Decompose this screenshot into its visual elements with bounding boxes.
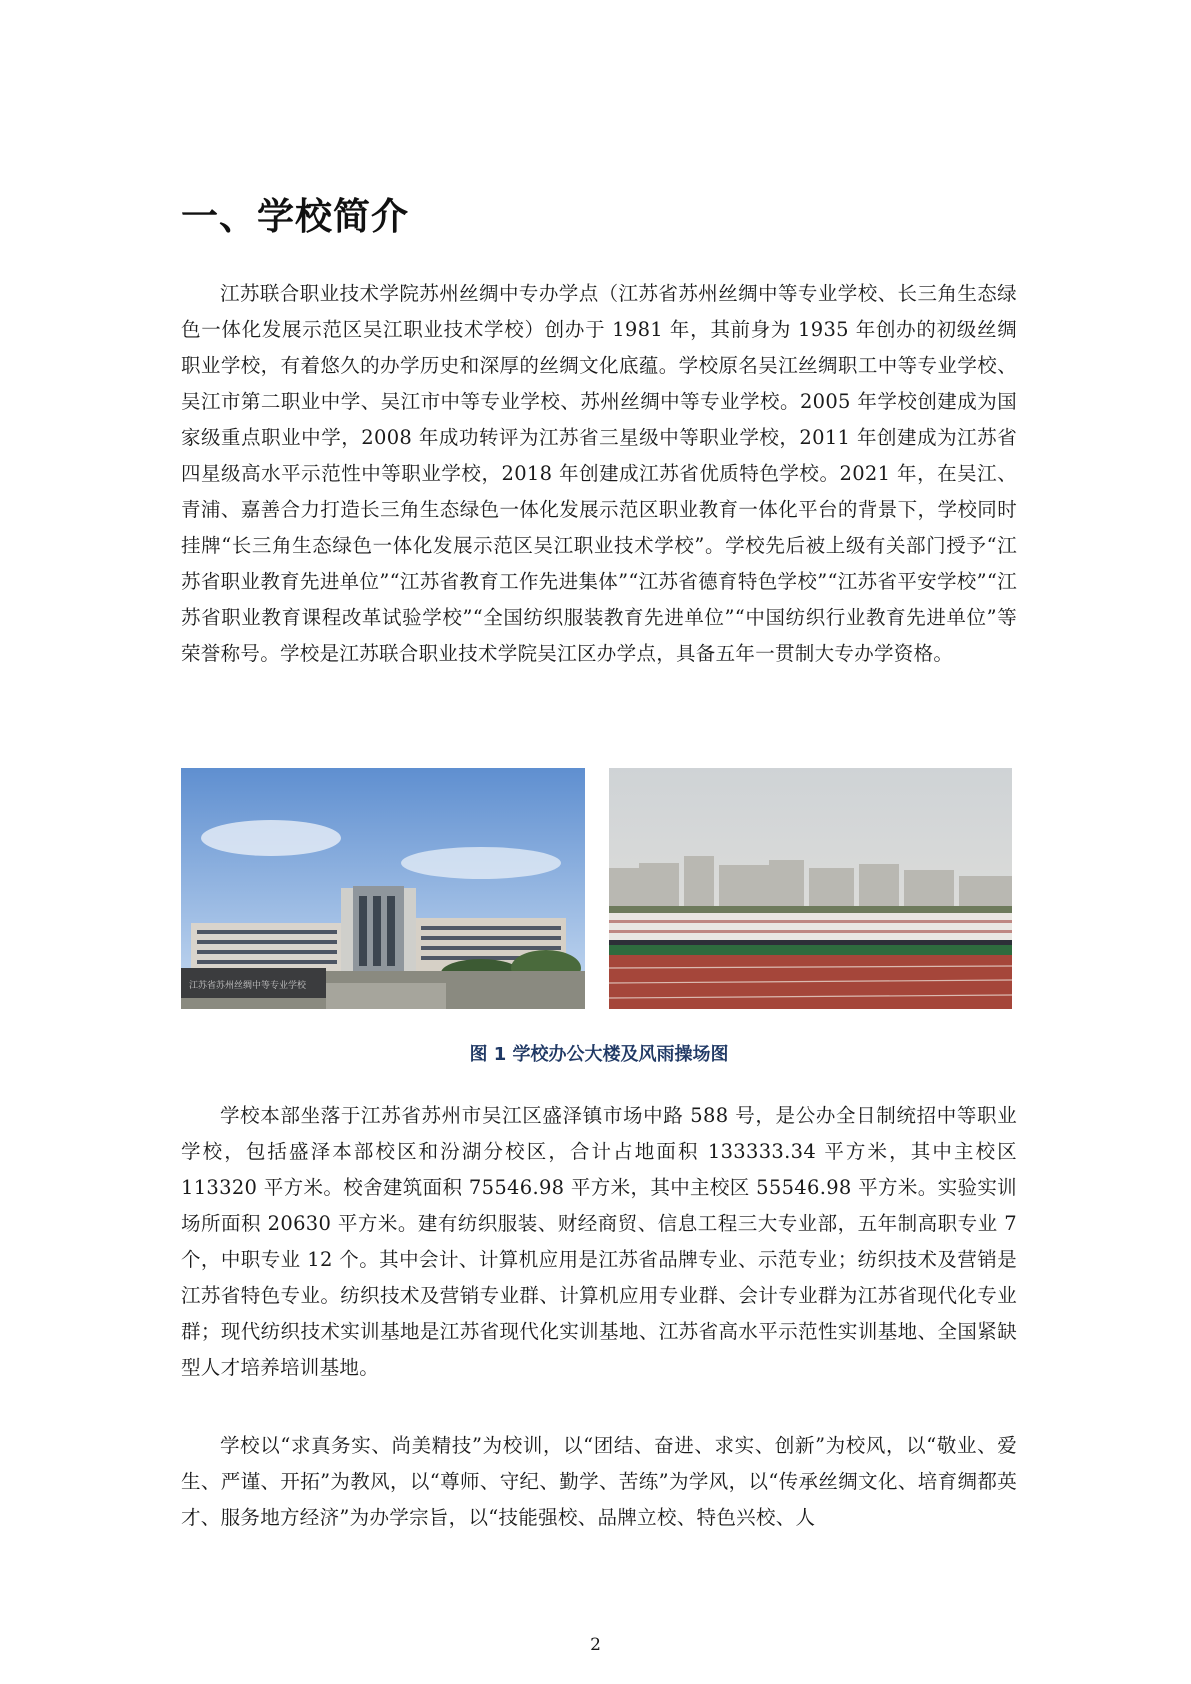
sports-field-photo — [609, 768, 1012, 1009]
office-building-photo — [181, 768, 585, 1009]
section-heading: 一、学校简介 — [181, 195, 409, 238]
paragraph-school-motto: 学校以“求真务实、尚美精技”为校训，以“团结、奋进、求实、创新”为校风，以“敬业、爱生、严谨、开拓”为教风，以“尊师、守纪、勤学、苦练”为学风，以“传承丝绸文化、培育绸都英才、服务地方经济”为办学宗旨，以“技能强校、品牌立校、特色兴校、人 — [181, 1434, 1017, 1529]
figure-caption: 图 1 学校办公大楼及风雨操场图 — [469, 1044, 729, 1065]
stone-sign-text: 江苏省苏州丝绸中等专业学校 — [189, 981, 307, 991]
paragraph-school-intro: 江苏联合职业技术学院苏州丝绸中专办学点（江苏省苏州丝绸中等专业学校、长三角生态绿色一体化发展示范区吴江职业技术学校）创办于 1981 年，其前身为 1935 年创办的初级丝绸职业学校，有着悠久的办学历史和深厚的丝绸文化底蕴。学校原名吴江丝绸职工中等专业学校、吴江市第二职业中学、吴江市中等专业学校、苏州丝绸中等专业学校。2005 年学校创建成为国家级重点职业中学，2008 年成功转评为江苏省三星级中等职业学校，2011 年创建成为江苏省四星级高水平示范性中等职业学校，2018 年创建成江苏省优质特色学校。2021 年，在吴江、青浦、嘉善合力打造长三角生态绿色一体化发展示范区职业教育一体化平台的背景下，学校同时挂牌“长三角生态绿色一体化发展示范区吴江职业技术学校”。学校先后被上级有关部门授予“江苏省职业教育先进单位”“江苏省教育工作先进集体”“江苏省德育特色学校”“江苏省平安学校”“江苏省职业教育课程改革试验学校”“全国纺织服装教育先进单位”“中国纺织行业教育先进单位”等荣誉称号。学校是江苏联合职业技术学院吴江区办学点，具备五年一贯制大专办学资格。 — [181, 282, 1017, 665]
paragraph-campus-facts: 学校本部坐落于江苏省苏州市吴江区盛泽镇市场中路 588 号，是公办全日制统招中等职业学校，包括盛泽本部校区和汾湖分校区，合计占地面积 133333.34 平方米，其中主校区 113320 平方米。校舍建筑面积 75546.98 平方米，其中主校区 55546.98 平方米。实验实训场所面积 20630 平方米。建有纺织服装、财经商贸、信息工程三大专业部，五年制高职专业 7 个，中职专业 12 个。其中会计、计算机应用是江苏省品牌专业、示范专业；纺织技术及营销是江苏省特色专业。纺织技术及营销专业群、计算机应用专业群、会计专业群为江苏省现代化专业群；现代纺织技术实训基地是江苏省现代化实训基地、江苏省高水平示范性实训基地、全国紧缺型人才培养培训基地。 — [181, 1104, 1017, 1379]
page-number: 2 — [590, 1635, 601, 1655]
